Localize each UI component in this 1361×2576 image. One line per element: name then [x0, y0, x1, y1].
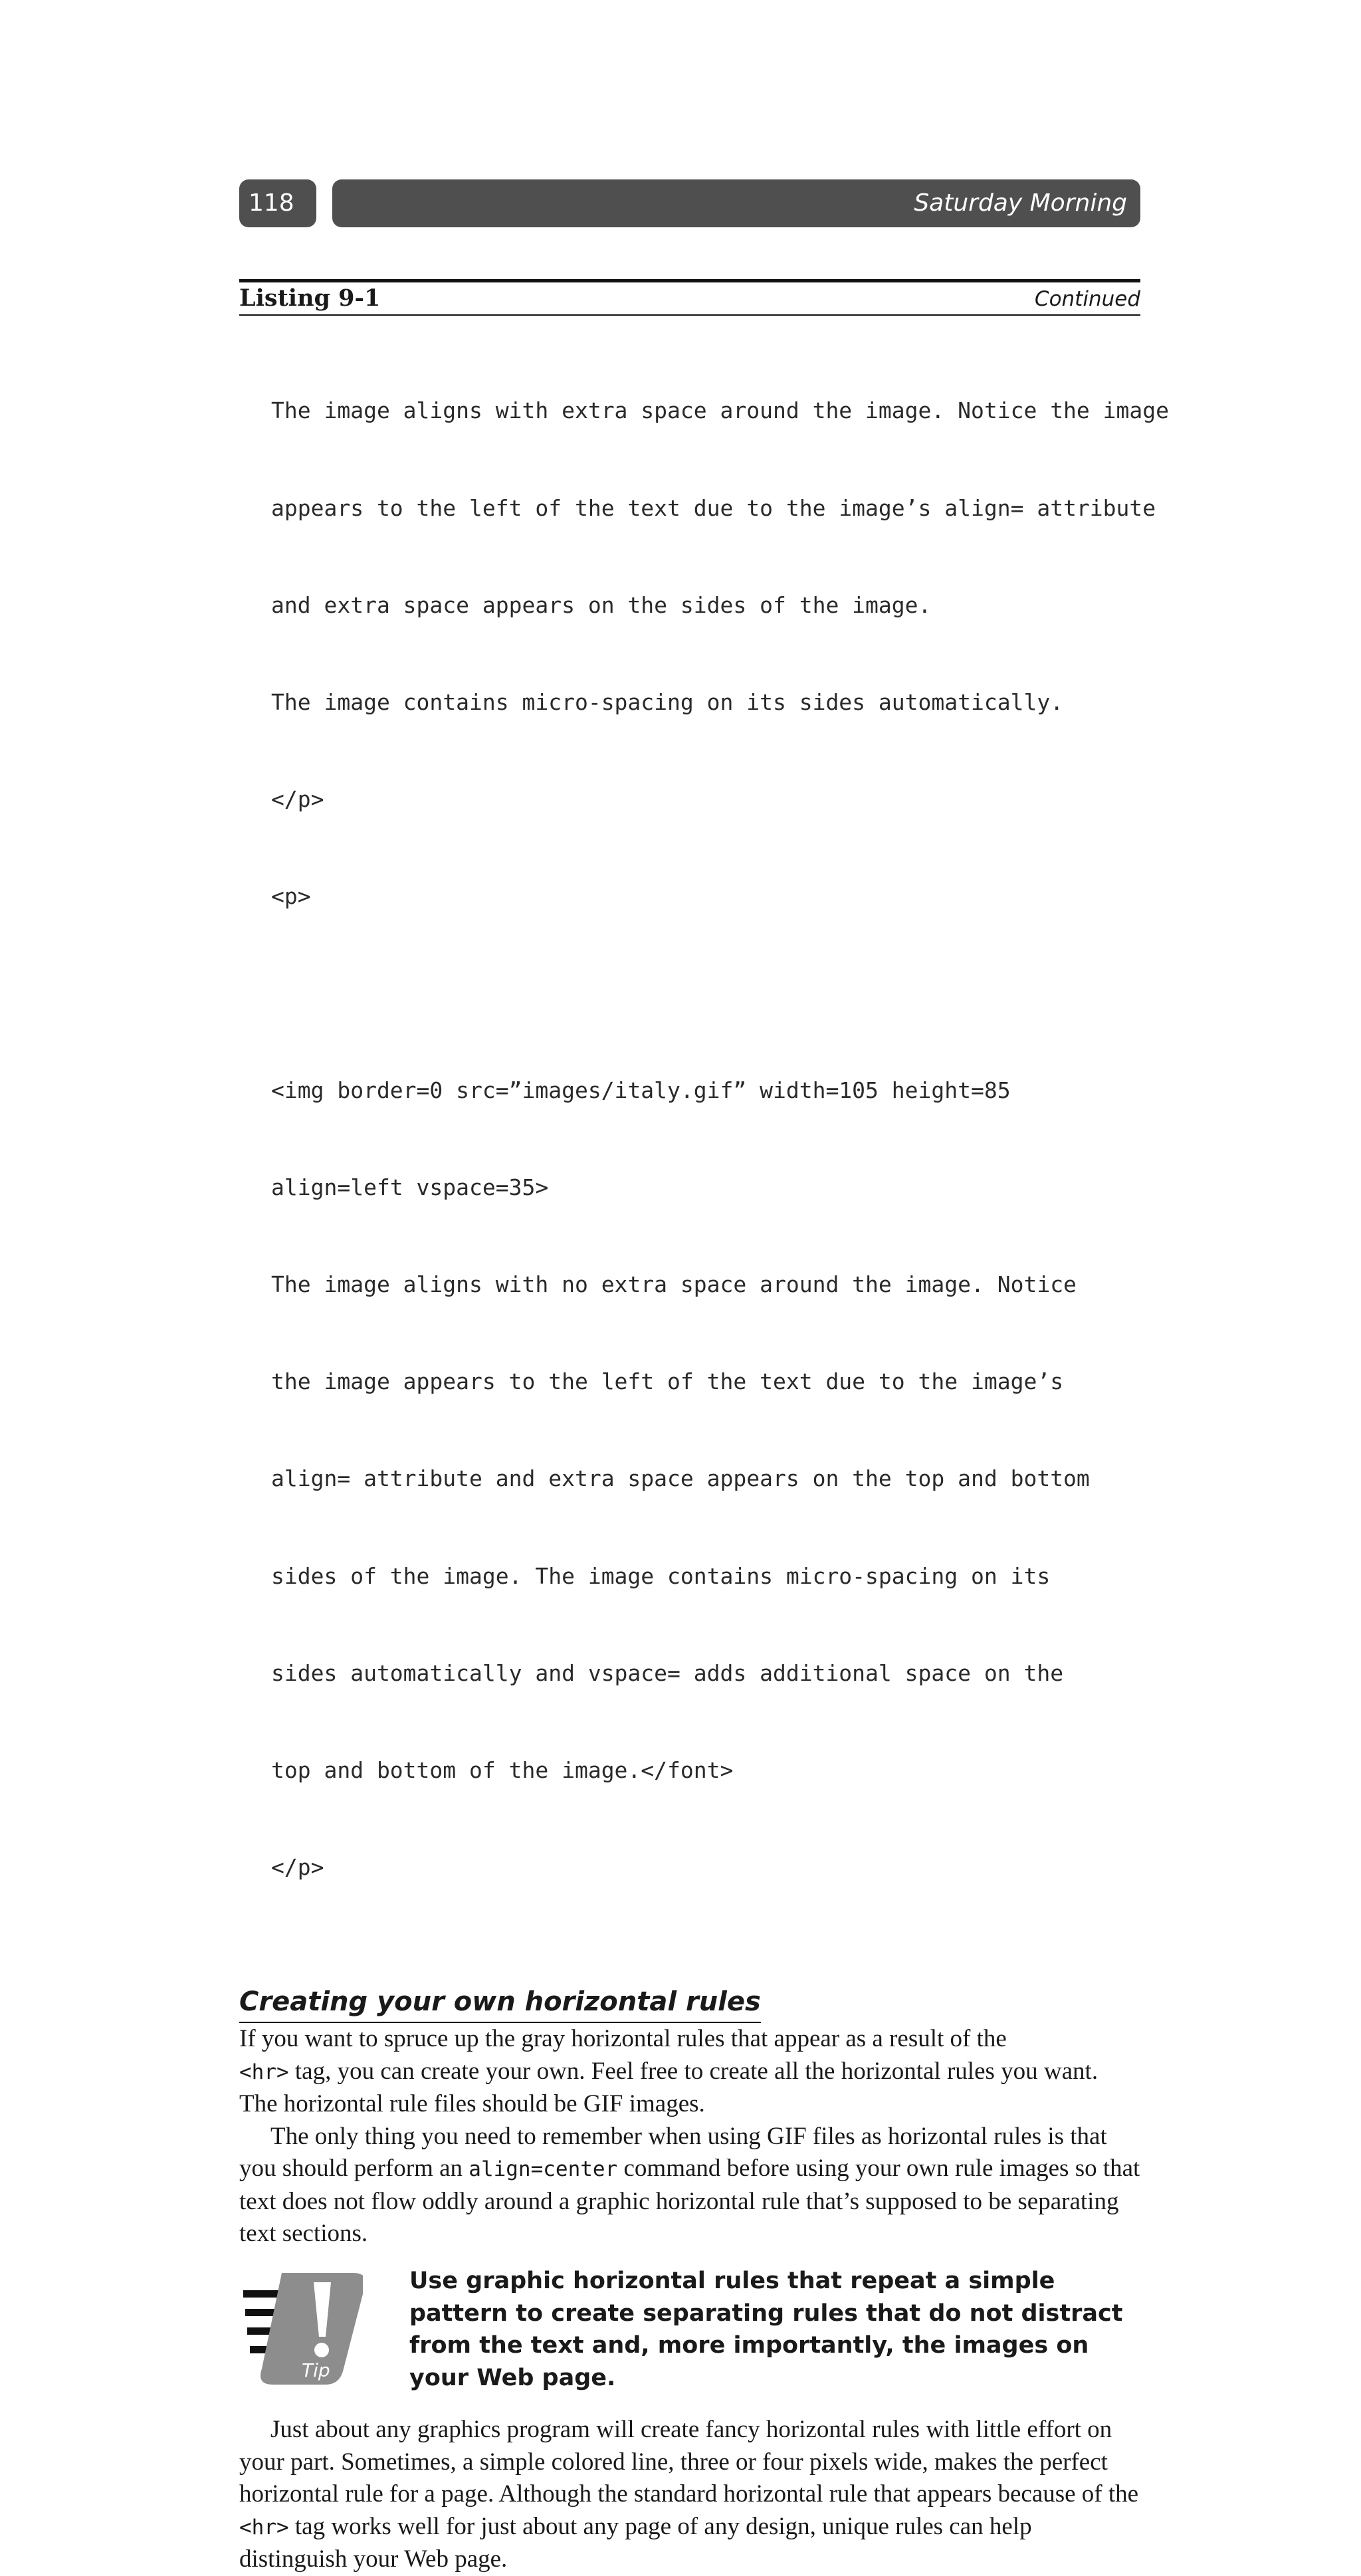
paragraph-text: command before using your own rule images so that text does not flow oddly around a graphic horizontal rule that’s supposed to be separating text sections. [239, 2155, 1140, 2248]
code-line: </p> [271, 786, 324, 812]
book-page [239, 179, 1170, 2576]
paragraph-text: If you want to spruce up the gray horizontal rules that appear as a result of the [239, 2024, 1007, 2052]
code-line: <p> [271, 883, 311, 909]
code-line: the image appears to the left of the text due to the image’s [271, 1368, 1064, 1395]
inline-code: align=center [469, 2157, 618, 2182]
paragraph-text: The only thing you need to remember when using GIF files as horizontal rules is that you should perform an [239, 2122, 1107, 2183]
code-line: <img border=0 src=”images/italy.gif” width=105 height=85 [271, 1077, 1011, 1104]
paragraph-text: tag works well for just about any page of any design, unique rules can help distinguish your Web page. [239, 2512, 1032, 2573]
chapter-title-bar: Saturday Morning [332, 179, 1140, 227]
running-header [239, 179, 1140, 227]
listing-title: Listing 9-1 [239, 284, 381, 312]
paragraph [239, 2023, 1140, 2121]
code-line [271, 978, 1140, 1010]
code-line: and extra space appears on the sides of the image. [271, 591, 932, 618]
tip-text: Use graphic horizontal rules that repeat a simple pattern to create separating rules that do not distract from the text and, more importantly, the images on your Web page. [409, 2268, 1123, 2391]
code-line: The image aligns with no extra space around the image. Notice [271, 1271, 1077, 1298]
code-line: The image contains micro-spacing on its sides automatically. [271, 689, 1064, 715]
inline-code: <hr> [239, 2515, 289, 2539]
code-line: top and bottom of the image.</font> [271, 1757, 734, 1783]
code-line: align= attribute and extra space appears on the top and bottom [271, 1465, 1090, 1492]
paragraph-text: tag, you can create your own. Feel free to create all the horizontal rules you want. The horizontal rule files should be GIF images. [239, 2057, 1099, 2118]
code-line: align=left vspace=35> [271, 1174, 549, 1201]
code-line: The image aligns with extra space around the image. Notice the image [271, 397, 1170, 424]
tip-icon [243, 2273, 363, 2386]
code-line: sides of the image. The image contains micro-spacing on its [271, 1562, 1051, 1589]
tip-label: Tip [302, 2359, 330, 2382]
code-listing [271, 330, 1170, 1949]
listing-continued-label: Continued [1034, 287, 1140, 311]
paragraph [239, 2121, 1140, 2250]
code-line: sides automatically and vspace= adds additional space on the [271, 1660, 1064, 1686]
tip-box [239, 2265, 1140, 2389]
page-number: 118 [239, 179, 316, 227]
code-line: </p> [271, 1854, 324, 1880]
inline-code: <hr> [239, 2060, 289, 2084]
paragraph [239, 2414, 1140, 2576]
paragraph-text: Just about any graphics program will create fancy horizontal rules with little effort on your part. Sometimes, a simple colored line, three or four pixels wide, makes the perfect horizontal rule for a page. Although the standard horizontal rule that appears because of the [239, 2416, 1139, 2508]
code-line: appears to the left of the text due to the image’s align= attribute [271, 494, 1156, 521]
listing-heading [239, 279, 1140, 316]
section-heading: Creating your own horizontal rules [239, 1983, 761, 2023]
